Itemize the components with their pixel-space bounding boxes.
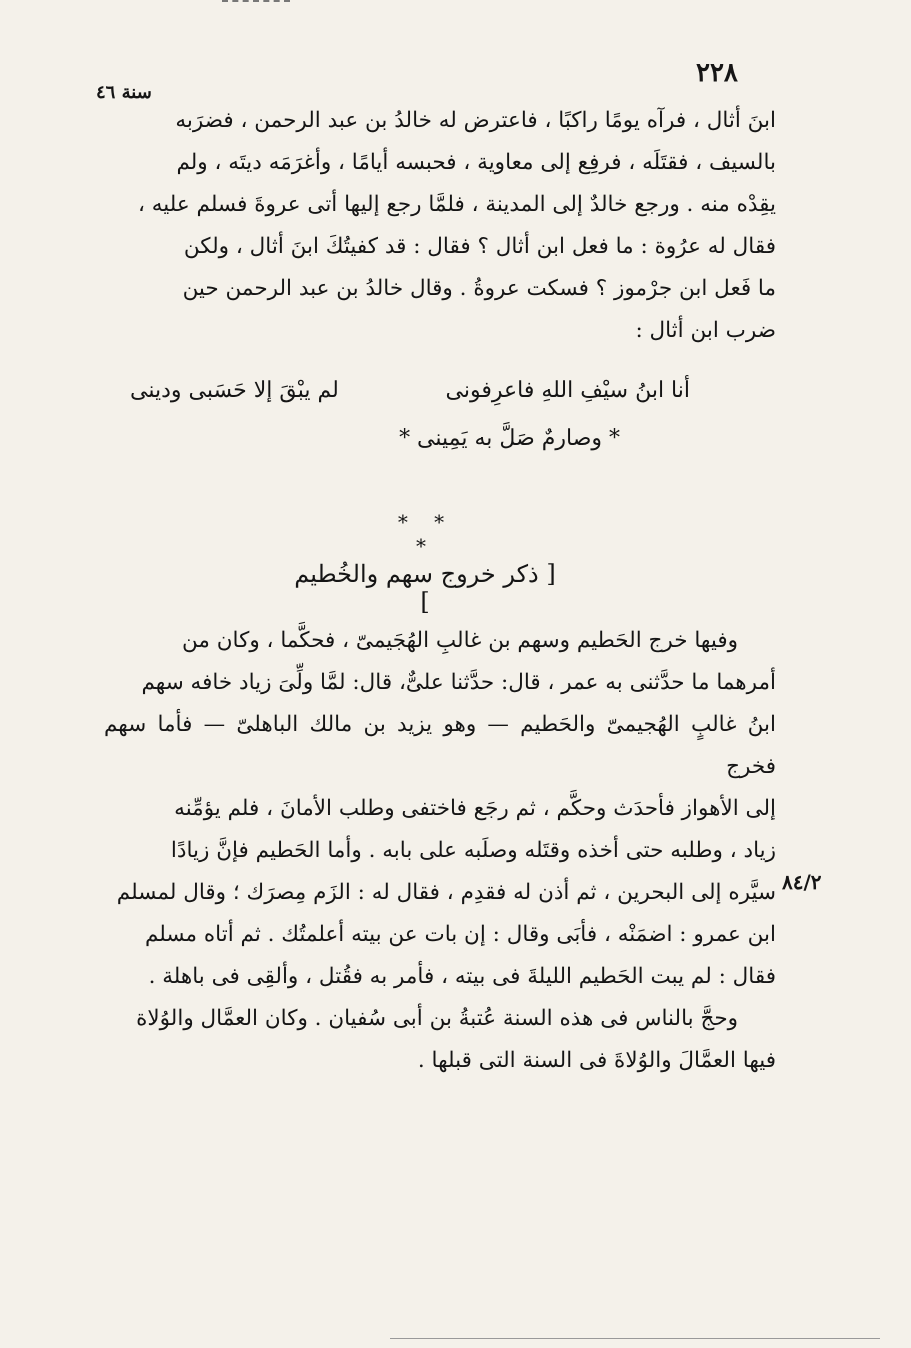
text-line: زياد ، وطلبه حتى أخذه وقتَله وصلَبه على بابه . وأما الحَطيم فإنَّ زيادًا [170,838,776,863]
top-rule [222,0,290,2]
text-line: وحجَّ بالناس فى هذه السنة عُتبةُ بن أبى سُفيان . وكان العمَّال والوُلاة [136,1006,738,1031]
poem-single-line: * وصارمٌ صَلَّ به يَمِينى * [399,426,620,451]
text-line: فقال له عرُوة : ما فعل ابن أثال ؟ فقال : قد كفيتُكَ ابنَ أثال ، ولكن [183,234,776,259]
text-line: ضرب ابن أثال : [635,318,776,343]
text-line: سيَّره إلى البحرين ، ثم أذن له فقدِم ، فقال له : الزَم مِصرَك ؛ وقال لمسلم [116,880,776,905]
text-line: ابنَ أثال ، فرآه يومًا راكبًا ، فاعترض له خالدُ بن عبد الرحمن ، فضرَبه [175,108,776,133]
paragraph-1 [104,100,776,352]
poem [130,378,690,468]
section-heading: [ ذكر خروج سهم والخُطيم ] [294,560,556,616]
year-header: سنة ٤٦ [96,82,152,103]
section-separator: * * * [397,510,455,558]
poem-hemistich-right: أنا ابنُ سيْفِ اللهِ فاعرِفونى [445,378,690,403]
text-line: فقال : لم يبت الحَطيم الليلةَ فى بيته ، فأمر به فقُتل ، وألقِى فى باهلة . [148,964,776,989]
text-line: ما فَعل ابن جرْموز ؟ فسكت عروةُ . وقال خالدُ بن عبد الرحمن حين [182,276,776,301]
text-line: وفيها خرج الحَطيم وسهم بن غالبِ الهُجَيمىّ ، فحكَّما ، وكان من [182,628,738,653]
text-line: بالسيف ، فقتَلَه ، فرفِع إلى معاوية ، فحبسه أيامًا ، وأغرَمَه ديتَه ، ولم [176,150,776,175]
text-line: فيها العمَّالَ والوُلاةَ فى السنة التى قبلها . [417,1048,776,1073]
poem-hemistich-left: لم يبْقَ إلا حَسَبى ودينى [130,378,339,403]
margin-reference: ٨٤/٢ [782,870,822,894]
text-line: ابن عمرو : اضمَنْه ، فأبَى وقال : إن بات عن بيته أعلمتُك . ثم أتاه مسلم [144,922,776,947]
text-line: ابنُ غالبٍ الهُجيمىّ والحَطيم — وهو يزيد بن مالك الباهلىّ — فأما سهم فخرج [104,712,776,779]
text-line: إلى الأهواز فأحدَث وحكَّم ، ثم رجَع فاختفى وطلب الأمانَ ، فلم يؤمِّنه [174,796,776,821]
poem-verse [130,378,690,426]
bottom-rule [390,1338,880,1339]
text-line: يقِدْه منه . ورجع خالدٌ إلى المدينة ، فلمَّا رجع إليها أتى عروةَ فسلم عليه ، [137,192,776,217]
page-number: ٢٢٨ [696,58,738,88]
paragraph-2 [104,620,776,1082]
text-line: أمرهما ما حدَّثنى به عمر ، قال: حدَّثنا علىٌّ، قال: لمَّا ولِّىَ زياد خافه سهم [141,670,776,695]
